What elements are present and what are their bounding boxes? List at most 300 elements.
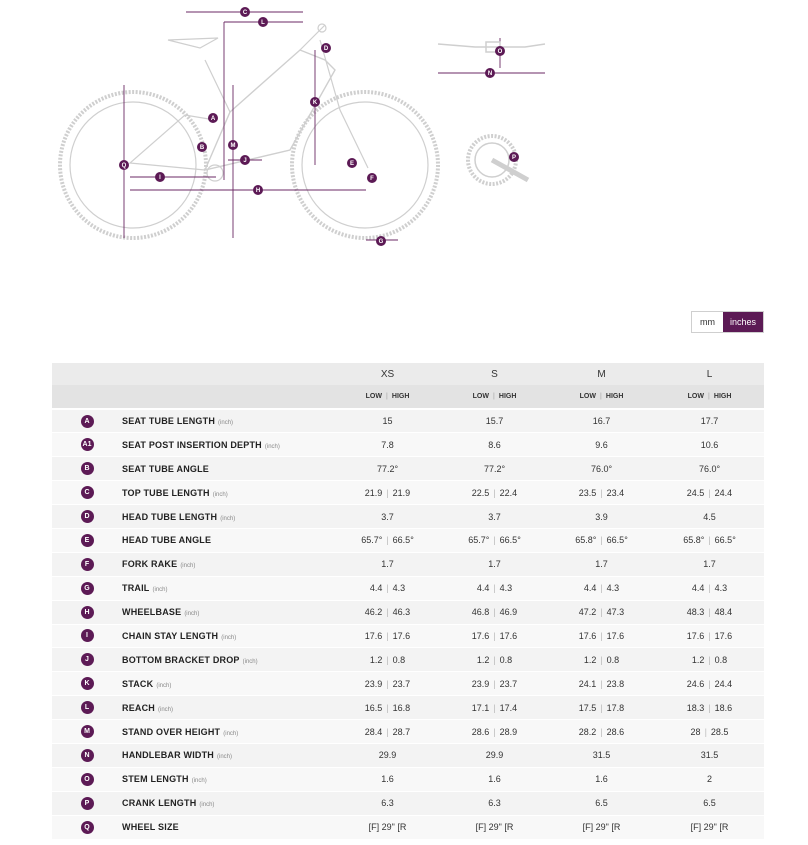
value-text: 1.6 <box>381 774 394 785</box>
measurement-name: TRAIL <box>122 583 150 594</box>
value-text: 10.6 <box>700 439 719 450</box>
value-low: 17.5 <box>578 702 597 713</box>
value-high: 0.8 <box>392 654 406 665</box>
value-high: 23.4 <box>606 487 625 498</box>
table-row <box>52 552 764 576</box>
measurement-value <box>655 457 764 481</box>
value-text: 1.6 <box>488 774 501 785</box>
value-low: 28.6 <box>471 726 490 737</box>
unit-toggle <box>691 311 764 333</box>
value-separator: | <box>708 607 711 618</box>
measurement-unit: (inch) <box>152 587 168 594</box>
value-text: 7.8 <box>381 439 394 450</box>
value-separator: | <box>708 678 711 689</box>
table-row <box>52 409 764 433</box>
measurement-code-badge: K <box>81 677 94 690</box>
value-text: 76.0° <box>698 463 721 474</box>
callout-l-icon <box>258 17 268 27</box>
measurement-value <box>334 528 441 552</box>
value-separator: | <box>386 583 389 594</box>
value-low: 24.1 <box>578 678 597 689</box>
value-high: 66.5° <box>499 535 521 546</box>
value-low: 17.6 <box>471 630 490 641</box>
table-row <box>52 815 764 839</box>
value-text: 77.2° <box>483 463 506 474</box>
measurement-value <box>548 505 655 529</box>
value-low: 65.8° <box>575 535 597 546</box>
value-separator: | <box>386 535 389 546</box>
callout-e-icon <box>347 158 357 168</box>
measurement-name: SEAT TUBE LENGTH <box>122 416 216 427</box>
svg-text:I: I <box>159 175 161 181</box>
svg-text:K: K <box>312 100 318 106</box>
measurement-name: SEAT POST INSERTION DEPTH <box>122 439 262 450</box>
svg-text:E: E <box>349 161 355 167</box>
value-low: 23.9 <box>471 678 490 689</box>
measurement-unit: (inch) <box>212 491 228 498</box>
value-low: 17.6 <box>364 630 383 641</box>
value-high: 17.6 <box>499 630 518 641</box>
measurement-value <box>334 433 441 457</box>
measurement-value <box>334 672 441 696</box>
table-row <box>52 457 764 481</box>
measurement-value <box>441 552 548 576</box>
measurement-value <box>548 528 655 552</box>
value-low: 28.2 <box>578 726 597 737</box>
value-high: 24.4 <box>714 678 733 689</box>
measurement-unit: (inch) <box>191 778 207 785</box>
value-high: 17.6 <box>714 630 733 641</box>
value-low: 46.2 <box>364 607 383 618</box>
value-separator: | <box>600 487 603 498</box>
measurement-name: TOP TUBE LENGTH <box>122 487 210 498</box>
geometry-diagram <box>0 0 808 300</box>
measurement-value <box>655 767 764 791</box>
value-text: 1.6 <box>595 774 608 785</box>
measurement-value <box>441 791 548 815</box>
measurement-value <box>334 743 441 767</box>
value-separator: | <box>386 487 389 498</box>
value-separator: | <box>600 654 603 665</box>
value-text: 1.7 <box>488 559 501 570</box>
measurement-value <box>548 743 655 767</box>
value-separator: | <box>493 702 496 713</box>
callout-h-icon <box>253 185 263 195</box>
low-high-label: LOW | HIGH <box>655 385 764 409</box>
measurement-name: REACH <box>122 702 156 713</box>
measurement-value <box>548 409 655 433</box>
value-high: 66.5° <box>392 535 414 546</box>
value-text: 3.9 <box>595 511 608 522</box>
measurement-unit: (inch) <box>184 611 200 618</box>
table-row <box>52 624 764 648</box>
measurement-value <box>334 505 441 529</box>
svg-text:A: A <box>210 116 216 122</box>
measurement-value <box>334 720 441 744</box>
value-separator: | <box>708 487 711 498</box>
measurement-value <box>548 433 655 457</box>
size-header-s: S <box>441 363 548 385</box>
geometry-table-body <box>52 409 764 839</box>
measurement-code-badge: I <box>81 629 94 642</box>
value-high: 17.6 <box>392 630 411 641</box>
measurement-name: STAND OVER HEIGHT <box>122 726 221 737</box>
measurement-code-badge: O <box>81 773 94 786</box>
measurement-code-badge: J <box>81 653 94 666</box>
measurement-name: WHEELBASE <box>122 607 182 618</box>
measurement-value <box>548 767 655 791</box>
value-high: 17.4 <box>499 702 518 713</box>
value-text: 1.7 <box>703 559 716 570</box>
value-text: [F] 29" [R <box>475 822 514 833</box>
geometry-table <box>52 363 764 840</box>
svg-text:H: H <box>255 188 261 194</box>
value-text: 1.7 <box>595 559 608 570</box>
value-high: 24.4 <box>714 487 733 498</box>
value-text: 31.5 <box>700 750 719 761</box>
size-header-l: L <box>655 363 764 385</box>
callout-f-icon <box>367 173 377 183</box>
value-high: 16.8 <box>392 702 411 713</box>
measurement-unit: (inch) <box>264 443 280 450</box>
value-text: 8.6 <box>488 439 501 450</box>
measurement-unit: (inch) <box>180 563 196 570</box>
value-separator: | <box>386 654 389 665</box>
value-separator: | <box>493 535 496 546</box>
measurement-value <box>655 672 764 696</box>
value-text: 1.7 <box>381 559 394 570</box>
value-low: 28 <box>690 726 701 737</box>
value-high: 28.5 <box>710 726 729 737</box>
measurement-value <box>548 457 655 481</box>
table-row <box>52 481 764 505</box>
measurement-value <box>441 743 548 767</box>
measurement-value <box>441 481 548 505</box>
table-row <box>52 696 764 720</box>
callout-d-icon <box>321 43 331 53</box>
value-text: 9.6 <box>595 439 608 450</box>
value-separator: | <box>493 678 496 689</box>
measurement-value <box>334 815 441 839</box>
value-high: 28.9 <box>499 726 518 737</box>
value-text: [F] 29" [R <box>582 822 621 833</box>
value-text: 15 <box>382 416 393 427</box>
measurement-value <box>334 457 441 481</box>
value-low: 65.8° <box>683 535 705 546</box>
value-low: 4.4 <box>476 583 490 594</box>
measurement-value <box>548 576 655 600</box>
value-low: 17.6 <box>578 630 597 641</box>
measurement-value <box>441 600 548 624</box>
value-high: 0.8 <box>499 654 513 665</box>
svg-text:C: C <box>242 10 248 16</box>
measurement-value <box>441 672 548 696</box>
value-low: 18.3 <box>686 702 705 713</box>
measurement-unit: (inch) <box>217 754 233 761</box>
measurement-value <box>334 481 441 505</box>
svg-text:O: O <box>497 49 503 55</box>
table-row <box>52 648 764 672</box>
measurement-value <box>655 528 764 552</box>
measurement-name: STEM LENGTH <box>122 774 189 785</box>
callout-b-icon <box>197 142 207 152</box>
measurement-unit: (inch) <box>156 682 172 689</box>
measurement-code-badge: F <box>81 558 94 571</box>
value-high: 48.4 <box>714 607 733 618</box>
table-row <box>52 720 764 744</box>
value-high: 0.8 <box>714 654 728 665</box>
value-text: 15.7 <box>485 416 504 427</box>
value-low: 1.2 <box>476 654 490 665</box>
measurement-unit: (inch) <box>218 420 234 427</box>
measurement-code-badge: P <box>81 797 94 810</box>
value-text: 77.2° <box>376 463 399 474</box>
value-text: 29.9 <box>485 750 504 761</box>
svg-text:F: F <box>370 176 374 182</box>
bike-geometry-illustration <box>0 0 808 300</box>
measurement-value <box>655 481 764 505</box>
value-separator: | <box>708 535 711 546</box>
measurement-value <box>441 767 548 791</box>
measurement-code-badge: L <box>81 701 94 714</box>
measurement-value <box>441 648 548 672</box>
value-high: 66.5° <box>606 535 628 546</box>
value-high: 22.4 <box>499 487 518 498</box>
value-low: 46.8 <box>471 607 490 618</box>
value-separator: | <box>600 607 603 618</box>
measurement-code-badge: D <box>81 510 94 523</box>
value-text: [F] 29" [R <box>690 822 729 833</box>
value-low: 1.2 <box>691 654 705 665</box>
measurement-value <box>334 600 441 624</box>
value-text: 31.5 <box>592 750 611 761</box>
low-high-label: LOW | HIGH <box>441 385 548 409</box>
table-row <box>52 672 764 696</box>
table-row <box>52 743 764 767</box>
measurement-value <box>548 791 655 815</box>
value-text: 29.9 <box>378 750 397 761</box>
unit-mm-button[interactable]: mm <box>692 312 723 332</box>
measurement-unit: (inch) <box>199 802 215 809</box>
svg-text:G: G <box>378 239 384 245</box>
measurement-name: WHEEL SIZE <box>122 822 179 833</box>
value-text: 6.3 <box>488 798 501 809</box>
callout-g-icon <box>376 236 386 246</box>
measurement-value <box>441 696 548 720</box>
value-low: 1.2 <box>583 654 597 665</box>
value-high: 23.7 <box>392 678 411 689</box>
value-high: 66.5° <box>714 535 736 546</box>
svg-text:Q: Q <box>121 163 127 169</box>
measurement-value <box>548 552 655 576</box>
value-separator: | <box>708 702 711 713</box>
value-text: [F] 29" [R <box>368 822 407 833</box>
measurement-value <box>334 576 441 600</box>
value-separator: | <box>708 654 711 665</box>
measurement-unit: (inch) <box>221 634 237 641</box>
value-high: 17.6 <box>606 630 625 641</box>
low-high-label: LOW | HIGH <box>548 385 655 409</box>
callout-p-icon <box>509 152 519 162</box>
value-text: 76.0° <box>590 463 613 474</box>
value-separator: | <box>600 535 603 546</box>
measurement-value <box>334 624 441 648</box>
value-separator: | <box>493 487 496 498</box>
measurement-value <box>334 648 441 672</box>
value-separator: | <box>600 702 603 713</box>
measurement-code-badge: A1 <box>81 438 94 451</box>
low-high-header-row <box>52 385 764 409</box>
value-low: 23.5 <box>578 487 597 498</box>
value-separator: | <box>708 630 711 641</box>
table-row <box>52 600 764 624</box>
value-low: 23.9 <box>364 678 383 689</box>
value-high: 4.3 <box>499 583 513 594</box>
measurement-value <box>548 600 655 624</box>
value-separator: | <box>386 630 389 641</box>
value-low: 1.2 <box>369 654 383 665</box>
measurement-code-badge: M <box>81 725 94 738</box>
measurement-value <box>548 624 655 648</box>
callout-o-icon <box>495 46 505 56</box>
table-row <box>52 528 764 552</box>
value-separator: | <box>493 654 496 665</box>
callout-a-icon <box>208 113 218 123</box>
measurement-code-badge: G <box>81 582 94 595</box>
size-header-xs: XS <box>334 363 441 385</box>
measurement-name: FORK RAKE <box>122 559 178 570</box>
measurement-unit: (inch) <box>220 515 236 522</box>
measurement-value <box>655 433 764 457</box>
value-high: 17.8 <box>606 702 625 713</box>
measurement-lines <box>121 12 545 240</box>
measurement-code-badge: A <box>81 415 94 428</box>
size-header-m: M <box>548 363 655 385</box>
svg-text:M: M <box>230 143 236 149</box>
measurement-name: HEAD TUBE LENGTH <box>122 511 218 522</box>
value-high: 28.6 <box>606 726 625 737</box>
callout-i-icon <box>155 172 165 182</box>
table-row <box>52 576 764 600</box>
value-low: 22.5 <box>471 487 490 498</box>
value-low: 65.7° <box>468 535 490 546</box>
value-text: 17.7 <box>700 416 719 427</box>
table-row <box>52 791 764 815</box>
measurement-value <box>441 576 548 600</box>
low-high-label: LOW | HIGH <box>334 385 441 409</box>
value-separator: | <box>600 726 603 737</box>
measurement-value <box>655 743 764 767</box>
measurement-value <box>441 457 548 481</box>
table-row <box>52 505 764 529</box>
measurement-code-badge: E <box>81 534 94 547</box>
value-separator: | <box>600 583 603 594</box>
measurement-unit: (inch) <box>158 706 174 713</box>
value-text: 3.7 <box>488 511 501 522</box>
measurement-value <box>655 600 764 624</box>
measurement-value <box>441 433 548 457</box>
value-low: 4.4 <box>369 583 383 594</box>
value-separator: | <box>386 702 389 713</box>
value-low: 28.4 <box>364 726 383 737</box>
value-high: 46.9 <box>499 607 518 618</box>
measurement-value <box>655 552 764 576</box>
value-separator: | <box>386 607 389 618</box>
value-text: 4.5 <box>703 511 716 522</box>
measurement-value <box>655 648 764 672</box>
measurement-value <box>548 481 655 505</box>
value-separator: | <box>708 583 711 594</box>
measurement-code-badge: H <box>81 606 94 619</box>
table-row <box>52 767 764 791</box>
unit-inches-button[interactable]: inches <box>723 312 763 332</box>
value-high: 21.9 <box>392 487 411 498</box>
value-low: 65.7° <box>361 535 383 546</box>
measurement-value <box>334 552 441 576</box>
svg-text:D: D <box>323 46 329 52</box>
value-high: 4.3 <box>714 583 728 594</box>
value-text: 3.7 <box>381 511 394 522</box>
measurement-value <box>655 720 764 744</box>
value-text: 6.5 <box>703 798 716 809</box>
callout-j-icon <box>240 155 250 165</box>
value-separator: | <box>704 726 707 737</box>
measurement-value <box>655 696 764 720</box>
value-low: 24.6 <box>686 678 705 689</box>
measurement-value <box>334 767 441 791</box>
value-low: 47.2 <box>578 607 597 618</box>
value-high: 0.8 <box>606 654 620 665</box>
measurement-name: SEAT TUBE ANGLE <box>122 463 210 474</box>
measurement-code-badge: C <box>81 486 94 499</box>
measurement-unit: (inch) <box>242 658 258 665</box>
value-separator: | <box>493 607 496 618</box>
svg-text:P: P <box>511 155 517 161</box>
measurement-value <box>334 409 441 433</box>
value-high: 46.3 <box>392 607 411 618</box>
value-separator: | <box>493 630 496 641</box>
value-low: 4.4 <box>583 583 597 594</box>
measurement-value <box>655 409 764 433</box>
measurement-value <box>334 791 441 815</box>
measurement-value <box>441 624 548 648</box>
measurement-value <box>441 409 548 433</box>
measurement-value <box>441 505 548 529</box>
value-low: 4.4 <box>691 583 705 594</box>
measurement-value <box>548 648 655 672</box>
callout-k-icon <box>310 97 320 107</box>
measurement-unit: (inch) <box>223 730 239 737</box>
measurement-value <box>548 815 655 839</box>
value-low: 17.6 <box>686 630 705 641</box>
measurement-code-badge: B <box>81 462 94 475</box>
measurement-name: BOTTOM BRACKET DROP <box>122 654 240 665</box>
measurement-code-badge: N <box>81 749 94 762</box>
measurement-value <box>655 624 764 648</box>
value-low: 16.5 <box>364 702 383 713</box>
value-high: 23.7 <box>499 678 518 689</box>
value-low: 21.9 <box>364 487 383 498</box>
callout-c-icon <box>240 7 250 17</box>
callout-n-icon <box>485 68 495 78</box>
value-high: 47.3 <box>606 607 625 618</box>
measurement-code-badge: Q <box>81 821 94 834</box>
measurement-value <box>548 720 655 744</box>
measurement-name: HANDLEBAR WIDTH <box>122 750 214 761</box>
svg-text:N: N <box>487 71 493 77</box>
value-text: 2 <box>706 774 712 785</box>
value-low: 24.5 <box>686 487 705 498</box>
